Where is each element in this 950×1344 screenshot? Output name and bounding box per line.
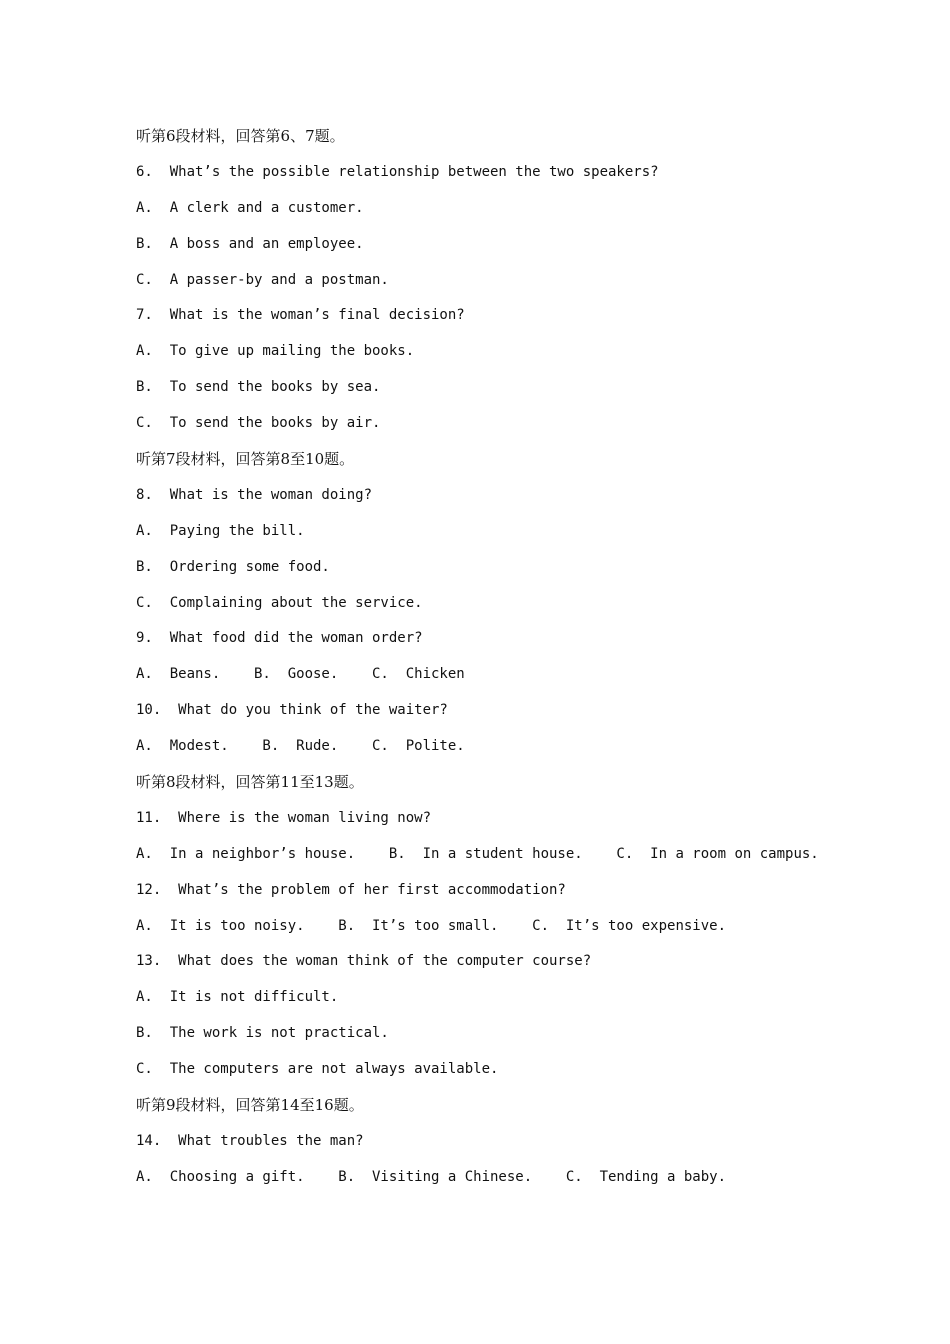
option-8a: A. Paying the bill. bbox=[136, 522, 305, 539]
option-7b: B. To send the books by sea. bbox=[136, 379, 381, 396]
option-6a: A. A clerk and a customer. bbox=[136, 199, 364, 216]
option-8b: B. Ordering some food. bbox=[136, 558, 330, 575]
option-13c: C. The computers are not always available. bbox=[136, 1061, 499, 1078]
question-14: 14. What troubles the man? bbox=[136, 1132, 364, 1149]
section-instruction: 听第8段材料，回答第11至13题。 bbox=[136, 773, 364, 792]
question-13: 13. What does the woman think of the computer course? bbox=[136, 953, 592, 970]
option-7a: A. To give up mailing the books. bbox=[136, 343, 415, 360]
section-instruction: 听第7段材料，回答第8至10题。 bbox=[136, 450, 355, 469]
question-7: 7. What is the woman’s final decision? bbox=[136, 307, 465, 324]
options-14: A. Choosing a gift. B. Visiting a Chinese. C. Tending a baby. bbox=[136, 1168, 727, 1185]
section-instruction: 听第9段材料，回答第14至16题。 bbox=[136, 1096, 364, 1115]
option-6b: B. A boss and an employee. bbox=[136, 235, 364, 252]
question-6: 6. What’s the possible relationship between the two speakers? bbox=[136, 163, 659, 180]
question-12: 12. What’s the problem of her first accommodation? bbox=[136, 881, 566, 898]
option-13b: B. The work is not practical. bbox=[136, 1025, 389, 1042]
question-10: 10. What do you think of the waiter? bbox=[136, 702, 448, 719]
question-8: 8. What is the woman doing? bbox=[136, 486, 373, 503]
options-12: A. It is too noisy. B. It’s too small. C. It’s too expensive. bbox=[136, 917, 727, 934]
options-10: A. Modest. B. Rude. C. Polite. bbox=[136, 738, 465, 755]
question-11: 11. Where is the woman living now? bbox=[136, 809, 432, 826]
question-9: 9. What food did the woman order? bbox=[136, 630, 423, 647]
option-7c: C. To send the books by air. bbox=[136, 415, 381, 432]
option-6c: C. A passer-by and a postman. bbox=[136, 271, 389, 288]
options-11: A. In a neighbor’s house. B. In a student house. C. In a room on campus. bbox=[136, 845, 819, 862]
option-8c: C. Complaining about the service. bbox=[136, 594, 423, 611]
section-instruction: 听第6段材料，回答第6、7题。 bbox=[136, 127, 345, 145]
options-9: A. Beans. B. Goose. C. Chicken bbox=[136, 666, 465, 683]
option-13a: A. It is not difficult. bbox=[136, 989, 339, 1006]
exam-page bbox=[136, 124, 916, 1201]
